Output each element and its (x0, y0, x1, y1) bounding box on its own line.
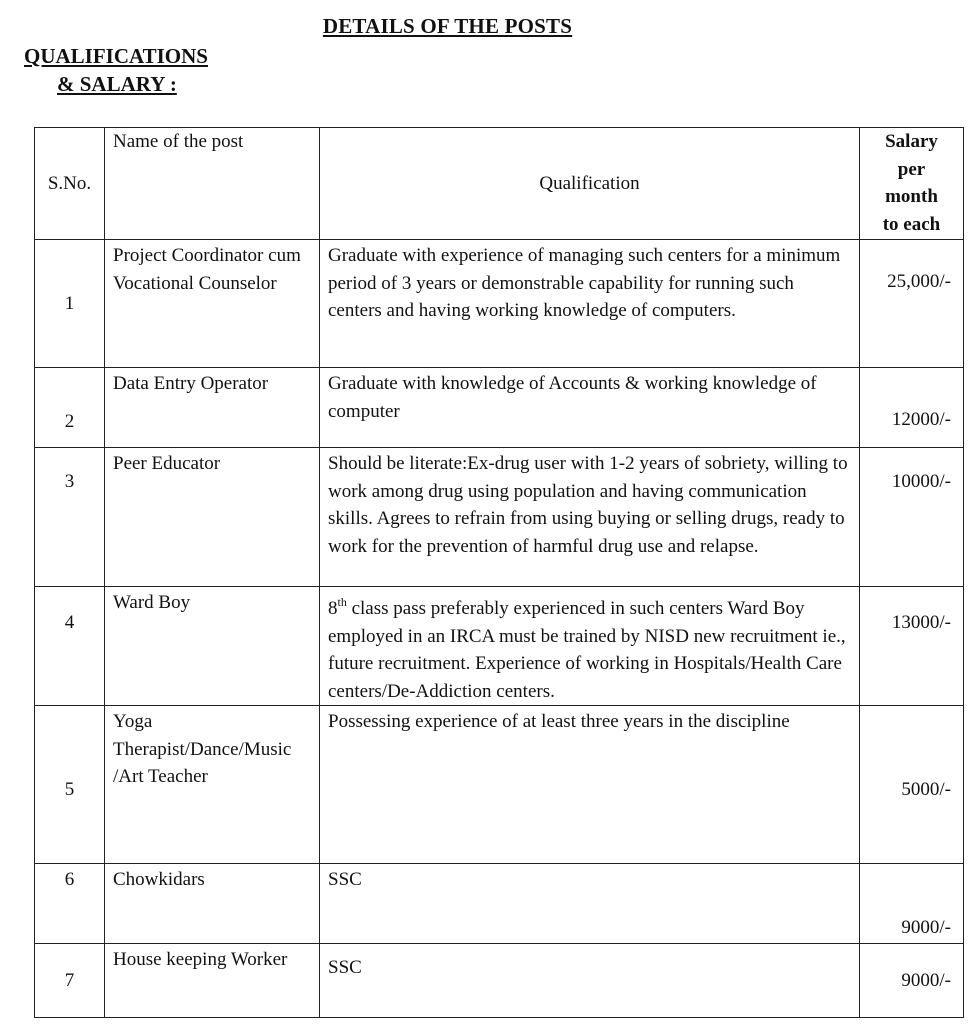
row-sno: 2 (35, 368, 105, 448)
row-qualification: Graduate with knowledge of Accounts & working knowledge of computer (320, 368, 860, 448)
qualification-text: class pass preferably experienced in such centers Ward Boy employed in an IRCA must be trained by NISD new recruitment ie., future recruitment. Experience of working in Hospitals/Health Care centers/De-Addiction centers. (328, 598, 846, 702)
row-sno: 7 (35, 944, 105, 1018)
row-post-name: House keeping Worker (105, 944, 320, 1018)
row-sno: 3 (35, 448, 105, 587)
header-qualification: Qualification (320, 128, 860, 240)
row-qualification: SSC (320, 864, 860, 944)
row-qualification: Possessing experience of at least three years in the discipline (320, 706, 860, 864)
table-row (35, 864, 964, 944)
table-row (35, 587, 964, 706)
row-qualification (320, 587, 860, 706)
row-salary: 13000/- (860, 587, 964, 706)
row-salary: 12000/- (860, 368, 964, 448)
header-salary-line-3: month (885, 186, 938, 207)
row-salary: 5000/- (860, 706, 964, 864)
row-post-name: Project Coordinator cum Vocational Counselor (105, 240, 320, 368)
section-heading-line-1: QUALIFICATIONS (24, 44, 208, 68)
row-qualification: Graduate with experience of managing such centers for a minimum period of 3 years or demonstrable capability for running such centers and having working knowledge of computers. (320, 240, 860, 368)
row-sno: 1 (35, 240, 105, 368)
header-salary (860, 128, 964, 240)
table-row (35, 706, 964, 864)
header-name: Name of the post (105, 128, 320, 240)
ordinal-suffix: th (337, 595, 347, 609)
posts-table (34, 127, 964, 1018)
row-salary: 10000/- (860, 448, 964, 587)
row-sno: 6 (35, 864, 105, 944)
table-row (35, 448, 964, 587)
row-sno: 5 (35, 706, 105, 864)
row-sno: 4 (35, 587, 105, 706)
table-row (35, 240, 964, 368)
header-salary-line-1: Salary (885, 131, 938, 152)
row-qualification: SSC (320, 944, 860, 1018)
document-title: DETAILS OF THE POSTS (322, 14, 573, 38)
row-salary: 25,000/- (860, 240, 964, 368)
header-salary-line-2: per (897, 158, 926, 180)
row-qualification: Should be literate:Ex-drug user with 1-2 years of sobriety, willing to work among drug using population and having communication skills. Agrees to refrain from using buying or selling drugs, ready to work for the prevention of harmful drug use and relapse. (320, 448, 860, 587)
table-row (35, 368, 964, 448)
ordinal-number: 8 (328, 598, 338, 619)
section-heading-line-2: & SALARY : (57, 72, 177, 96)
table-header-row (35, 128, 964, 240)
row-post-name: Ward Boy (105, 587, 320, 706)
section-heading (24, 42, 208, 98)
table-row (35, 944, 964, 1018)
row-salary: 9000/- (860, 944, 964, 1018)
row-post-name: Yoga Therapist/Dance/Music /Art Teacher (105, 706, 320, 864)
row-post-name: Chowkidars (105, 864, 320, 944)
header-salary-line-4: to each (882, 213, 941, 235)
row-post-name: Data Entry Operator (105, 368, 320, 448)
row-salary: 9000/- (860, 864, 964, 944)
header-sno: S.No. (35, 128, 105, 240)
row-post-name: Peer Educator (105, 448, 320, 587)
